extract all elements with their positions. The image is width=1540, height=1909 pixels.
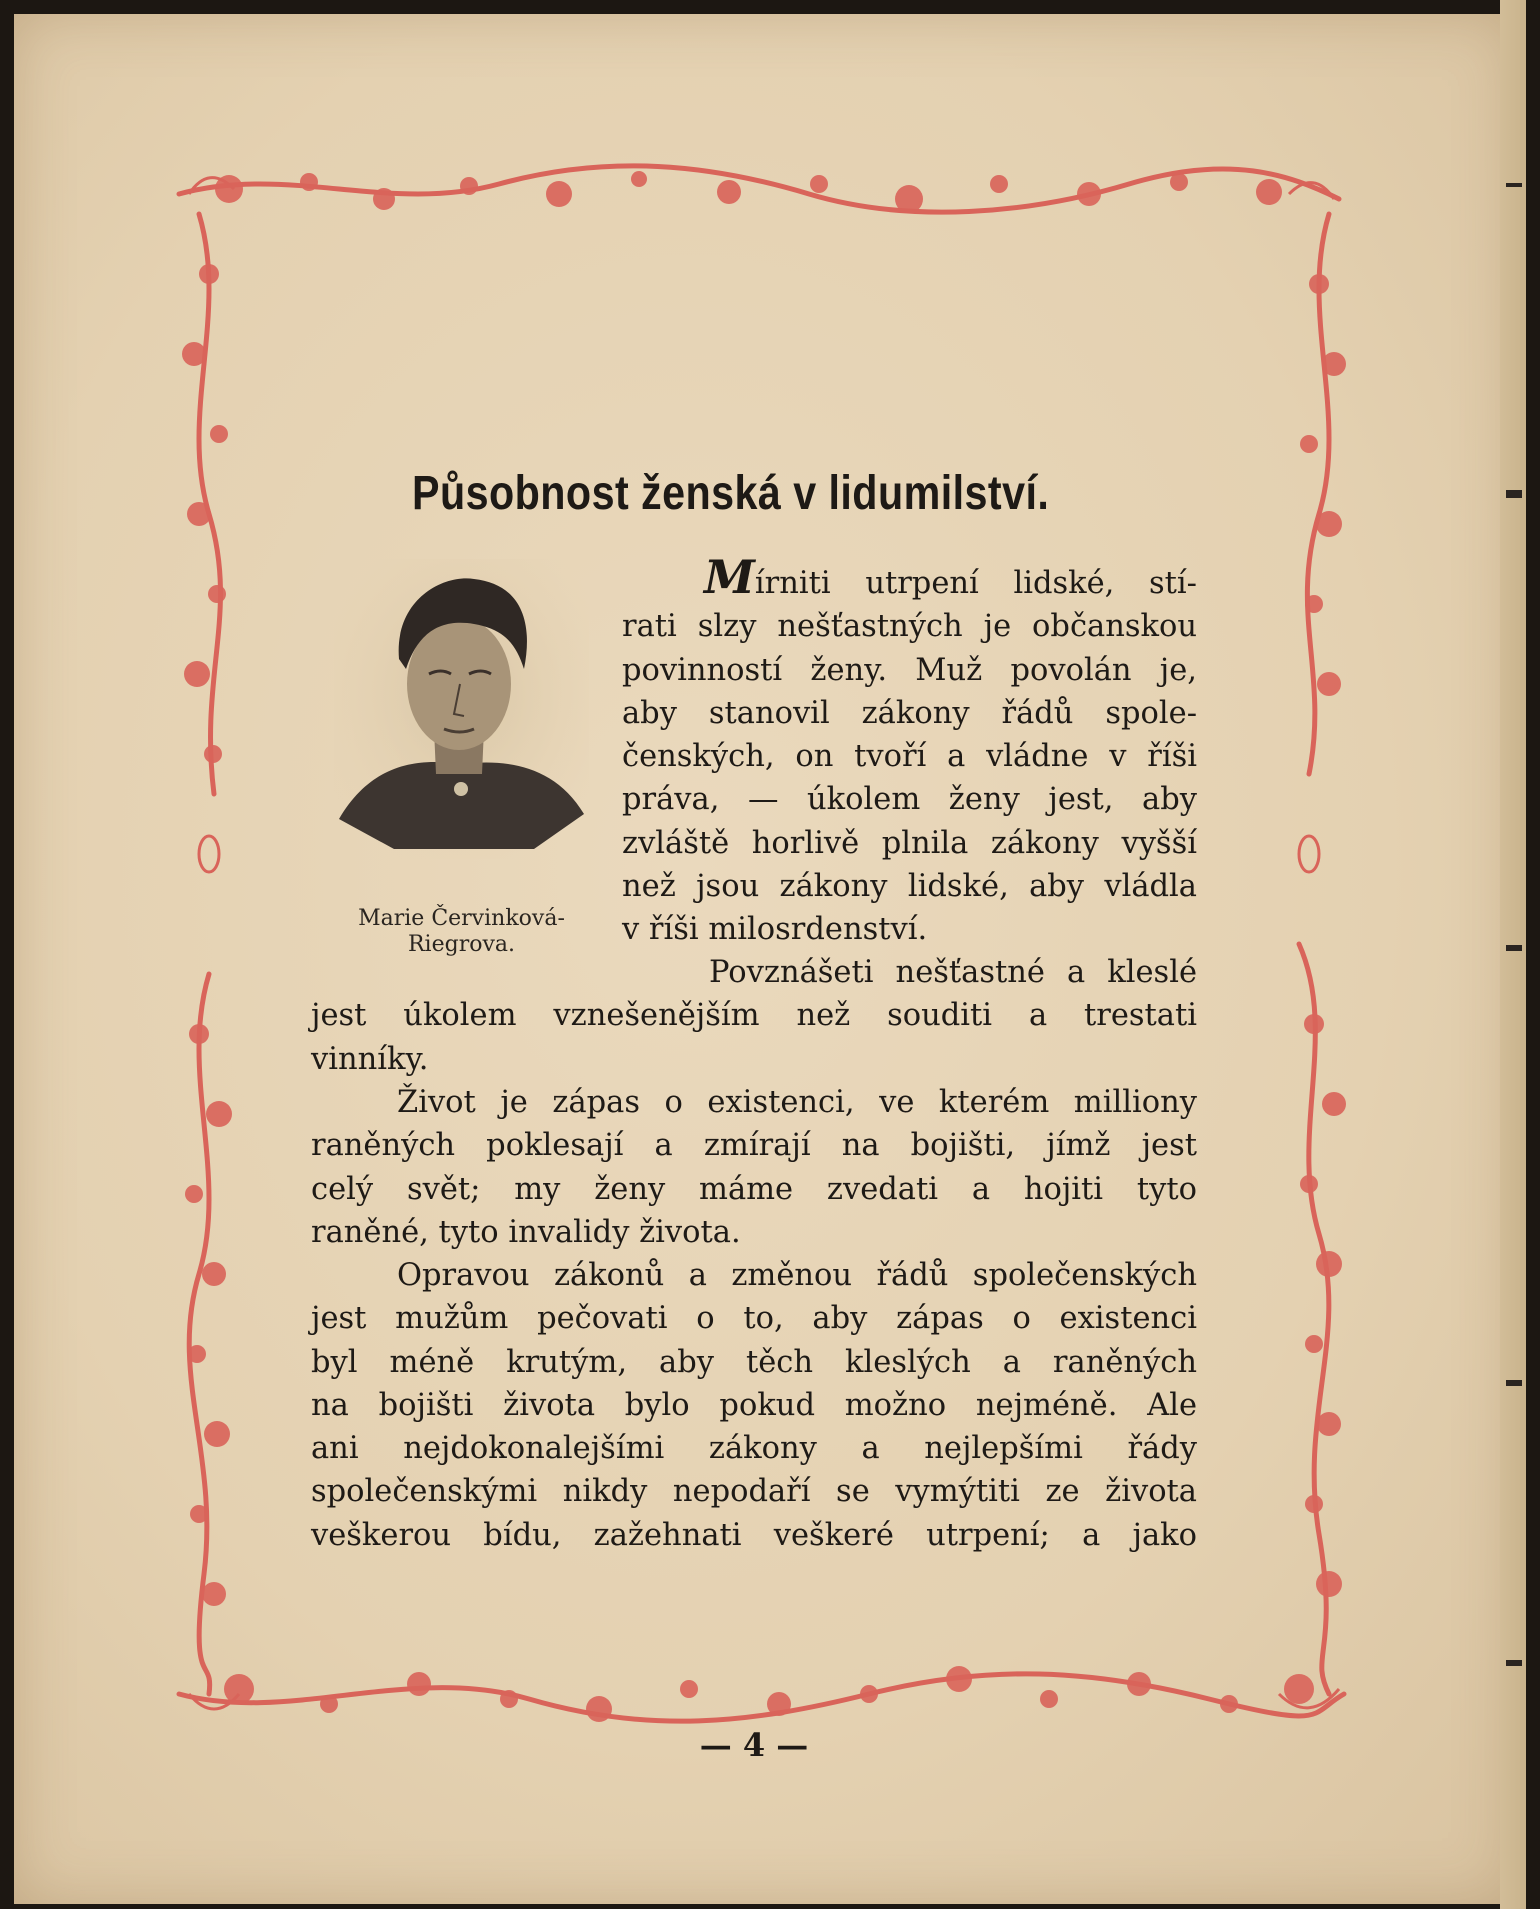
paragraph-3 (311, 1081, 1197, 1254)
paragraph-line: raněných poklesají a zmírají na bojišti, jímž jest (311, 1128, 1197, 1164)
paragraph-line: Život je zápas o existenci, ve kterém milliony (397, 1085, 1197, 1120)
drop-cap: M (704, 550, 755, 604)
paragraph-line: Povznášeti nešťastné a kleslé (709, 955, 1197, 990)
page-number: — 4 — (699, 1726, 809, 1764)
paragraph-line: v říši milosrdenství. (622, 912, 928, 948)
paragraph-line: zvláště horlivě plnila zákony vyšší (622, 825, 1197, 861)
paragraph-line (622, 550, 1197, 605)
paragraph-line: Opravou zákonů a změnou řádů společenských (397, 1258, 1197, 1293)
text-line: írniti utrpení lidské, stí- (754, 566, 1197, 601)
page-paper (14, 14, 1514, 1904)
paragraph-line: byl méně krutým, aby těch kleslých a raněných (311, 1344, 1197, 1380)
paragraph-line: vinníky. (311, 1041, 429, 1077)
paragraph-line: jest mužům pečovati o to, aby zápas o existenci (311, 1301, 1197, 1337)
paragraph-line: jest úkolem vznešenějším než souditi a trestati (311, 998, 1197, 1034)
paragraph-1 (622, 550, 1197, 952)
paragraph-2 (311, 951, 1197, 1081)
paragraph-line: celý svět; my ženy máme zvedati a hojiti tyto (311, 1171, 1197, 1207)
caption-line-2: Riegrova. (407, 932, 515, 957)
paragraph-line: společenskými nikdy nepodaří se vymýtiti ze života (311, 1474, 1197, 1510)
paragraph-line: práva, — úkolem ženy jest, aby (622, 782, 1197, 818)
caption-line-1: Marie Červinková- (358, 906, 565, 931)
paragraph-4 (311, 1254, 1197, 1557)
paragraph-line: než jsou zákony lidské, aby vládla (622, 869, 1197, 905)
paragraph-line: raněné, tyto invalidy života. (311, 1214, 741, 1250)
paragraph-line: aby stanovil zákony řádů spole- (622, 695, 1197, 731)
paragraph-line: povinností ženy. Muž povolán je, (622, 652, 1197, 688)
paragraph-line: čenských, on tvoří a vládne v říši (622, 739, 1197, 775)
article-title: Působnost ženská v lidumilství. (412, 467, 1050, 520)
portrait-engraving (334, 559, 589, 859)
next-page-edge (1500, 0, 1526, 1909)
paragraph-line: veškerou bídu, zažehnati veškeré utrpení; a jako (311, 1517, 1197, 1553)
paragraph-line: rati slzy nešťastných je občanskou (622, 609, 1197, 645)
paragraph-line: na bojišti života bylo pokud možno nejméně. Ale (311, 1387, 1197, 1423)
paragraph-line: ani nejdokonalejšími zákony a nejlepšími řády (311, 1431, 1197, 1467)
